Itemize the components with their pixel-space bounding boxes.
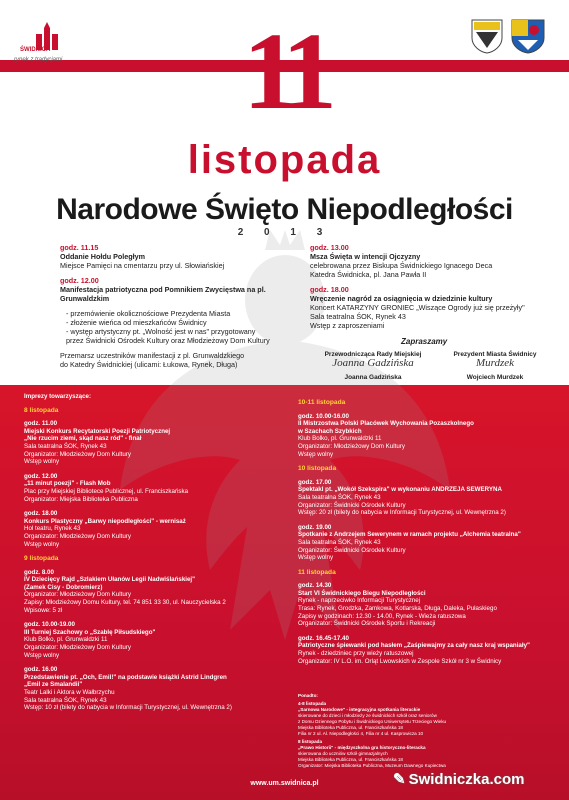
- logo-tagline: rynek z tradycjami: [14, 57, 63, 63]
- event-title: Oddanie Hołdu Poległym: [60, 252, 146, 261]
- event-detail: Wstęp: 20 zł (bilety do nabycia w Informacji Turystycznej, ul. Wewnętrzna 2): [298, 509, 506, 517]
- event-time: godz. 12.00: [24, 472, 58, 480]
- event-detail: Wpisowe: 5 zł: [24, 606, 63, 614]
- event-detail: Wstęp: 10 zł (bilety do nabycia w Informacji Turystycznej, ul. Wewnętrzna 2): [24, 704, 232, 712]
- accompanying-left-column: [24, 393, 289, 719]
- manifestation-program-list: [66, 309, 300, 345]
- event-title: Miejski Konkurs Recytatorski Poezji Patriotycznej: [24, 427, 171, 435]
- day-heading: 8 listopada: [24, 406, 59, 414]
- event-time: godz. 8.00: [24, 568, 54, 576]
- event-title: III Turniej Szachowy o „Szablę Piłsudskiego": [24, 628, 156, 636]
- list-item: [24, 473, 289, 503]
- event-detail: Teatr Lalki i Aktora w Wałbrzychu: [24, 689, 115, 696]
- event-title: Msza Święta w intencji Ojczyzny: [310, 252, 421, 261]
- list-item: [298, 524, 553, 562]
- event-title: Spotkanie z Andrzejem Sewerynem w ramach projektu „Alchemia teatralna": [298, 531, 521, 539]
- note-detail: Filia nr 2 ul. Al. Niepodległości 4, Filia nr 4 ul. Kasprowicza 10: [298, 731, 424, 736]
- event-time: godz. 11.00: [24, 420, 58, 428]
- event-detail: Wstęp wolny: [24, 458, 60, 466]
- event-detail: Wstęp wolny: [298, 450, 334, 458]
- day-heading: 10-11 listopada: [298, 399, 346, 406]
- event-title: w Szachach Szybkich: [298, 427, 362, 435]
- event-time: godz. 13.00: [310, 243, 349, 252]
- event-title: Przedstawienie pt. „Och, Emil!" na podstawie książki Astrid Lindgren: [24, 673, 227, 681]
- note-detail: z Domu Dziennego Pobytu i Świdnickiego Uniwersytetu Trzeciego Wieku: [298, 719, 447, 724]
- event-detail: Rynek - naprzeciwko Informacji Turystycznej: [298, 597, 421, 605]
- main-event: [60, 276, 300, 303]
- invite-text: Zapraszamy: [401, 337, 448, 346]
- event-title: „Nie rzucim ziemi, skąd nasz ród" - finał: [24, 435, 142, 443]
- event-detail: Przemarsz uczestników manifestacji z pl. Grunwaldzkiego: [60, 351, 245, 360]
- event-detail: Sala teatralna ŚOK, Rynek 43: [24, 696, 107, 704]
- signature-council-chair: Przewodnicząca Rady Miejskiej Joanna Gadzińska Joanna Gadzińska: [324, 351, 422, 381]
- event-time: godz. 19.00: [298, 523, 332, 531]
- event-detail: Organizator: Młodzieżowy Dom Kultury: [298, 442, 405, 450]
- event-time: godz. 14.30: [298, 582, 332, 590]
- day-heading: 10 listopada: [298, 465, 337, 473]
- note-title: „Sarnowa Narodowe" - integracyjna spotkania literackie: [298, 707, 421, 712]
- list-item: [298, 582, 553, 628]
- event-detail: Organizator: Świdnicki Ośrodek Kultury: [298, 546, 406, 554]
- accompanying-heading: Imprezy towarzyszące:: [24, 393, 92, 400]
- event-detail: Organizator: Młodzieżowy Dom Kultury: [24, 532, 131, 540]
- event-detail: Koncert KATARZYNY GRONIEC „Wiszące Ogrody już się przeżyły": [310, 303, 525, 312]
- event-detail: Sala teatralna ŚOK, Rynek 43: [298, 493, 381, 501]
- event-detail: Sala teatralna ŚOK, Rynek 43: [298, 538, 381, 546]
- note-item: [298, 701, 548, 737]
- event-detail: Trasa: Rynek, Grodzka, Zamkowa, Kotlarska, Długa, Daleka, Pułaskiego: [298, 605, 497, 613]
- list-item: [298, 635, 553, 665]
- day-heading: 9 listopada: [24, 555, 59, 563]
- event-time: godz. 10.00-19.00: [24, 621, 75, 629]
- event-detail: Sala teatralna ŚOK, Rynek 43: [310, 312, 406, 321]
- event-title: II Mistrzostwa Polski Placówek Wychowania Pozaszkolnego: [298, 420, 474, 428]
- list-item: - złożenie wieńca od mieszkańców Świdnicy: [66, 318, 207, 327]
- list-item: [298, 413, 553, 459]
- list-item: [24, 420, 289, 466]
- main-event: [60, 243, 300, 270]
- footer-url[interactable]: www.um.swidnica.pl: [250, 780, 319, 787]
- watermark: ✎ Swidniczka.com: [393, 771, 525, 788]
- event-title: Spektakl pt. „Wokół Szekspira" w wykonaniu ANDRZEJA SEWERYNA: [298, 486, 502, 494]
- event-title: Wręczenie nagród za osiągnięcia w dziedzinie kultury: [310, 294, 493, 303]
- event-detail: Zapisy: Młodzieżowy Domu Kultury, tel. 74 851 33 30, ul. Nauczycielska 2: [24, 599, 226, 607]
- additional-notes: Ponadto: 4-8 listopada „Sarnowa Narodowe" - integracyjna spotkania literackie skierowane do dzieci i młodzieży ze świdnickich szkół oraz seniorów z Domu Dziennego Pobytu i Świdnickiego Uniwersytetu Trzeciego Wieku Miejska Biblioteka Publiczna, ul. Franciszkańska 18 Filia nr 2 ul. Al. Niepodległości 4, Filia nr 4 ul. Kasprowicza 10 8 listopada „Prawo Historii" - międzyszkolna gra historyczno-literacka skierowana do uczniów szkół gimnazjalnych Miejska Biblioteka Publiczna, ul. Franciszkańska 18 Organizator: Miejska Biblioteka Publiczna, Muzeum Dawnego Kupiectwa: [298, 693, 548, 769]
- main-event: [310, 243, 560, 279]
- event-title: IV Dziecięcy Rajd „Szlakiem Ułanów Legii Nadwiślańskiej": [24, 576, 196, 584]
- list-item: [24, 569, 289, 615]
- event-detail: Klub Bolko, pl. Grunwaldzki 11: [24, 636, 108, 644]
- event-detail: Hol teatru, Rynek 43: [24, 525, 81, 533]
- event-title: Patriotyczne śpiewanki pod hasłem „Zaśpiewajmy za cały nasz kraj wspaniały": [298, 642, 530, 650]
- logo-wordmark: ŚWIDNICA: [20, 47, 51, 53]
- event-time: godz. 18.00: [24, 510, 58, 518]
- note-date: 8 listopada: [298, 739, 322, 744]
- note-detail: skierowane do dzieci i młodzieży ze świdnickich szkół oraz seniorów: [298, 713, 437, 718]
- event-time: godz. 18.00: [310, 285, 349, 294]
- event-detail: Wstęp wolny: [24, 540, 60, 548]
- list-item: - występ artystyczny pt. „Wolność jest w nas" przygotowany: [66, 327, 256, 336]
- list-item: [24, 666, 289, 712]
- main-events-left: [60, 243, 300, 369]
- event-detail: Organizator: IV L.O. im. Orląt Lwowskich w Zespole Szkół nr 3 w Świdnicy: [298, 657, 502, 665]
- march-info: [60, 351, 300, 369]
- note-detail: Organizator: Miejska Biblioteka Publiczna, Muzeum Dawnego Kupiectwa: [298, 763, 446, 768]
- event-detail: Organizator: Świdnicki Ośrodek Kultury: [298, 501, 406, 509]
- event-detail: Klub Bolko, pl. Grunwaldzki 11: [298, 435, 382, 443]
- event-detail: Katedra Świdnicka, pl. Jana Pawła II: [310, 270, 427, 279]
- event-detail: Rynek - dziedziniec przy wieży ratuszowej: [298, 650, 414, 658]
- day-heading: 11 listopada: [298, 568, 336, 576]
- event-time: godz. 10.00-16.00: [298, 412, 349, 420]
- event-detail: Plac przy Miejskiej Bibliotece Publicznej, ul. Franciszkańska: [24, 487, 189, 495]
- event-title: „11 minut poezji" - Flash Mob: [24, 480, 111, 488]
- event-detail: Organizator: Świdnicki Ośrodek Sportu i Rekreacji: [298, 620, 436, 628]
- event-title: Konkurs Plastyczny „Barwy niepodległości" - wernisaż: [24, 517, 186, 525]
- list-item: [298, 479, 553, 517]
- event-detail: Organizator: Miejska Biblioteka Publiczna: [24, 495, 138, 503]
- event-time: godz. 16.45-17.40: [298, 634, 349, 642]
- event-detail: Zapisy w godzinach: 12.30 - 14.00, Rynek - Wieża ratuszowa: [298, 612, 466, 620]
- signature-mayor: Prezydent Miasta Świdnicy Murdzek Wojciech Murdzek: [453, 351, 537, 381]
- event-title: „Emil ze Smalandii": [24, 681, 83, 689]
- event-detail: celebrowana przez Biskupa Świdnickiego Ignacego Deca: [310, 261, 493, 270]
- big-date-number: 11: [243, 10, 327, 132]
- list-item: [24, 621, 289, 659]
- event-detail: do Katedry Świdnickiej (ulicami: Łukowa, Rynek, Długa): [60, 360, 238, 369]
- event-title: (Zamek Cisy - Dobromierz): [24, 583, 103, 591]
- event-detail: Organizator: Młodzieżowy Dom Kultury: [24, 591, 131, 599]
- year: 2 0 1 3: [237, 227, 332, 238]
- list-item: - przemówienie okolicznościowe Prezydenta Miasta: [66, 309, 231, 318]
- event-time: godz. 12.00: [60, 276, 99, 285]
- main-event: [310, 285, 560, 330]
- note-title: „Prawo Historii" - międzyszkolna gra historyczno-literacka: [298, 745, 426, 750]
- note-date: 4-8 listopada: [298, 701, 327, 706]
- event-detail: Wstęp wolny: [298, 554, 334, 562]
- main-events-right: [310, 243, 560, 336]
- event-time: godz. 17.00: [298, 478, 332, 486]
- event-detail: Organizator: Młodzieżowy Dom Kultury: [24, 450, 131, 458]
- event-time: godz. 16.00: [24, 666, 58, 674]
- event-title: Manifestacja patriotyczna pod Pomnikiem Zwycięstwa na pl. Grunwaldzkim: [60, 285, 266, 303]
- note-detail: Miejska Biblioteka Publiczna, ul. Franciszkańska 18: [298, 757, 403, 762]
- event-detail: Wstęp wolny: [24, 651, 60, 659]
- note-detail: Miejska Biblioteka Publiczna, ul. Franciszkańska 18: [298, 725, 403, 730]
- note-detail: skierowana do uczniów szkół gimnazjalnych: [298, 751, 388, 756]
- event-detail: Organizator: Młodzieżowy Dom Kultury: [24, 644, 131, 652]
- event-detail: Miejsce Pamięci na cmentarzu przy ul. Słowiańskiej: [60, 261, 225, 270]
- page-title: Narodowe Święto Niepodległości: [56, 193, 513, 226]
- event-time: godz. 11.15: [60, 243, 99, 252]
- month-title: listopada: [187, 138, 382, 182]
- event-title: Start VI Świdnickiego Biegu Niepodległości: [298, 589, 426, 597]
- note-item: [298, 739, 548, 769]
- pencil-icon: ✎: [393, 771, 406, 788]
- event-detail: Sala teatralna ŚOK, Rynek 43: [24, 442, 107, 450]
- list-item: przez Świdnicki Ośrodek Kultury oraz Młodzieżowy Dom Kultury: [66, 336, 270, 345]
- event-detail: Wstęp z zaproszeniami: [310, 321, 385, 330]
- list-item: [24, 510, 289, 548]
- accompanying-right-column: [298, 393, 553, 672]
- coats-of-arms-icon: [468, 18, 548, 54]
